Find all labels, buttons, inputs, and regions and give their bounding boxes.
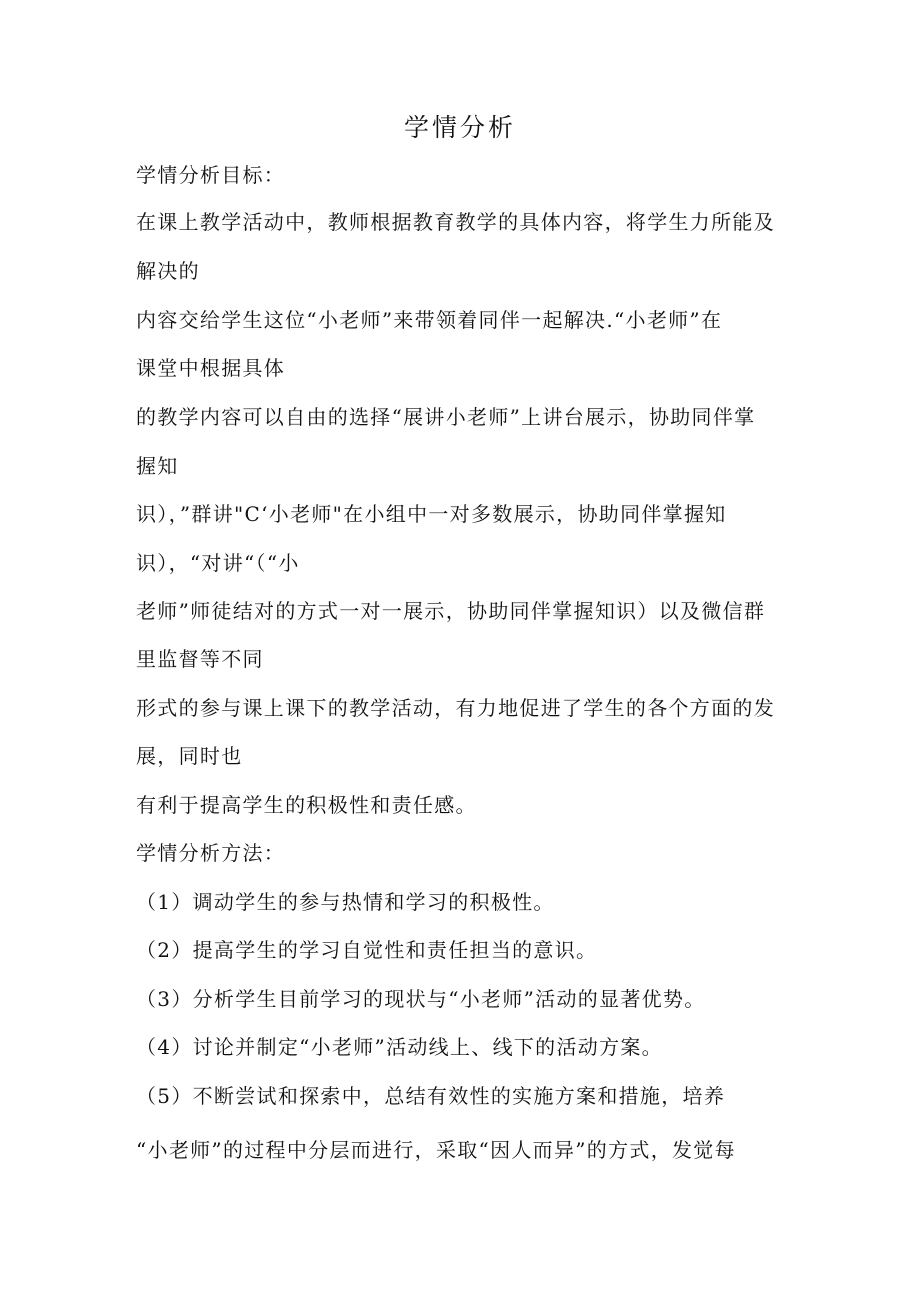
text-line: 课堂中根据具体 <box>136 356 286 380</box>
text-line: （4）讨论并制定“小老师”活动线上、线下的活动方案。 <box>136 1035 663 1059</box>
text-line: 学情分析目标： <box>136 163 286 187</box>
text-line: 内容交给学生这位“小老师”来带领着同伴一起解决.“小老师”在 <box>136 308 723 332</box>
text-line: 展，同时也 <box>136 744 243 768</box>
text-line: 有利于提高学生的积极性和责任感。 <box>136 793 477 817</box>
text-line: 学情分析方法： <box>136 841 286 865</box>
text-line: 握知 <box>136 454 179 478</box>
text-line: 识），“对讲“（“小 <box>136 551 300 575</box>
text-line: （5）不断尝试和探索中，总结有效性的实施方案和措施，培养 <box>136 1084 726 1108</box>
text-line: （2）提高学生的学习自觉性和责任担当的意识。 <box>136 938 598 962</box>
text-line: “小老师”的过程中分层而进行，采取“因人而异”的方式，发觉每 <box>136 1138 736 1162</box>
text-line: 解决的 <box>136 259 200 283</box>
document-title: 学情分析 <box>403 113 516 142</box>
text-line: （3）分析学生目前学习的现状与“小老师”活动的显著优势。 <box>136 987 706 1011</box>
text-line: 形式的参与课上课下的教学活动，有力地促进了学生的各个方面的发 <box>136 696 775 720</box>
text-line: 里监督等不同 <box>136 647 264 671</box>
text-line: 识），”群讲"C‘小老师"在小组中一对多数展示，协助同伴掌握知 <box>136 502 727 526</box>
text-line: （1）调动学生的参与热情和学习的积极性。 <box>136 890 555 914</box>
text-line: 老师”师徒结对的方式一对一展示，协助同伴掌握知识）以及微信群 <box>136 599 766 623</box>
text-line: 在课上教学活动中，教师根据教育教学的具体内容，将学生力所能及 <box>136 210 775 234</box>
text-line: 的教学内容可以自由的选择“展讲小老师”上讲台展示，协助同伴掌 <box>136 405 756 429</box>
